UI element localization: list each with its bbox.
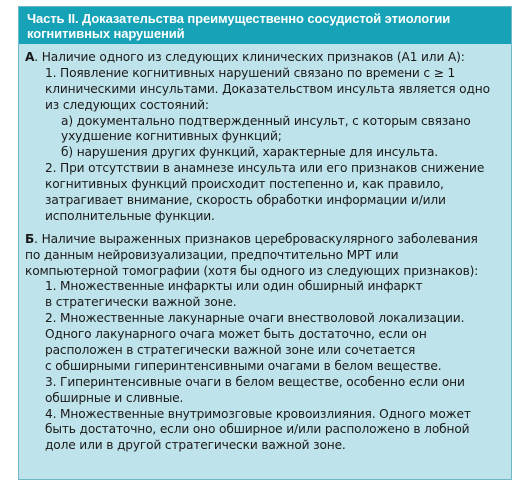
a-item-2-line-4: исполнительные функции. bbox=[45, 208, 215, 223]
a-item-2-line-3: затрагивает внимание, скорость обработки информации и/или bbox=[45, 193, 446, 208]
section-a-intro-text: . Наличие одного из следующих клинических признаков (А1 или А): bbox=[34, 50, 465, 64]
b-item-3-line-1: 3. Гиперинтенсивные очаги в белом веществе, особенно если они bbox=[45, 374, 465, 389]
header-title-line-2: когнитивных нарушений bbox=[27, 26, 185, 41]
b-item-2-line-1: 2. Множественные лакунарные очаги внестволовой локализации. bbox=[45, 311, 465, 326]
a-item-2-line-2: когнитивных функций происходит постепенно и, как правило, bbox=[45, 177, 444, 192]
b-item-4-line-2: быть достаточно, если оно обширное и/или расположено в лобной bbox=[45, 422, 470, 437]
b-item-3-line-2: обширные и сливные. bbox=[45, 390, 184, 405]
a-item-1-line-1: 1. Появление когнитивных нарушений связано по времени с ≥ 1 bbox=[45, 65, 456, 80]
section-a-letter: А bbox=[25, 50, 35, 64]
a-item-1-line-2: клиническими инсультами. Доказательством инсульта является одно bbox=[45, 81, 490, 96]
section-b-letter: Б bbox=[25, 231, 35, 246]
section-b bbox=[25, 232, 507, 454]
b-item-2-line-4: с обширными гиперинтенсивными очагами в белом веществе. bbox=[45, 358, 442, 373]
b-item-4-line-3: доле или в другой стратегически важной зоне. bbox=[45, 438, 346, 453]
section-b-intro-text: . Наличие выраженных признаков цереброваскулярного заболевания bbox=[34, 231, 478, 246]
panel-header bbox=[19, 7, 511, 44]
section-a-intro bbox=[25, 50, 507, 66]
b-item-1-line-2: в стратегически важной зоне. bbox=[45, 295, 237, 310]
b-item-4-line-1: 4. Множественные внутримозговые кровоизлияния. Одного может bbox=[45, 406, 471, 421]
b-item-2-line-3: расположен в стратегически важной зоне или сочетается bbox=[45, 343, 416, 358]
a-sub-a-line-1: а) документально подтвержденный инсульт, с которым связано bbox=[61, 113, 471, 128]
section-b-intro bbox=[25, 232, 507, 248]
section-gap bbox=[25, 225, 507, 232]
criteria-panel bbox=[18, 6, 512, 480]
a-item-1-line-3: из следующих состояний: bbox=[45, 97, 209, 112]
a-item-2-line-1: 2. При отсутствии в анамнезе инсульта или его признаков снижение bbox=[45, 161, 485, 176]
a-sub-b-line-1: б) нарушения других функций, характерные для инсульта. bbox=[61, 145, 438, 160]
a-sub-a-line-2: ухудшение когнитивных функций; bbox=[61, 129, 282, 144]
b-item-1-line-1: 1. Множественные инфаркты или один обширный инфаркт bbox=[45, 279, 423, 294]
header-title-line-1: Часть II. Доказательства преимущественно сосудистой этиологии bbox=[27, 11, 451, 26]
b-item-2-line-2: Одного лакунарного очага может быть достаточно, если он bbox=[45, 327, 427, 342]
section-b-intro-line-2: по данным нейровизуализации, предпочтительно МРТ или bbox=[25, 247, 399, 262]
panel-body bbox=[25, 50, 507, 454]
section-a bbox=[25, 50, 507, 225]
section-b-intro-line-3: компьютерной томографии (хотя бы одного из следующих признаков): bbox=[25, 263, 479, 278]
